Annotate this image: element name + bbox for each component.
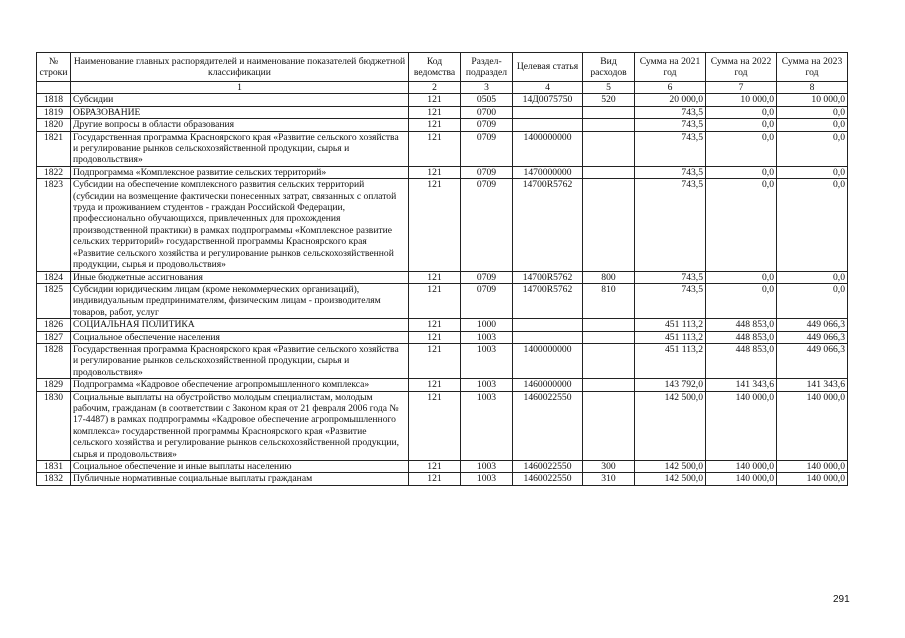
table-row: [37, 119, 848, 131]
cell-name: Публичные нормативные социальные выплаты гражданам: [71, 473, 409, 485]
cell-celevaya: 1460022550: [513, 461, 583, 473]
cell-name: Подпрограмма «Комплексное развитие сельских территорий»: [71, 166, 409, 178]
header-number: 5: [583, 82, 635, 94]
table-row: [37, 131, 848, 166]
cell-vedomstvo: 121: [409, 283, 461, 318]
cell-vedomstvo: 121: [409, 319, 461, 331]
header-row-number: № строки: [37, 53, 71, 82]
cell-name: Социальное обеспечение и иные выплаты населению: [71, 461, 409, 473]
table-row: [37, 166, 848, 178]
cell-sum-2023: 140 000,0: [777, 473, 848, 485]
cell-vedomstvo: 121: [409, 343, 461, 378]
cell-vid: [583, 119, 635, 131]
cell-sum-2022: 0,0: [706, 179, 777, 271]
cell-sum-2022: 140 000,0: [706, 473, 777, 485]
table-row: [37, 319, 848, 331]
cell-sum-2023: 449 066,3: [777, 331, 848, 343]
header-number: 2: [409, 82, 461, 94]
cell-vedomstvo: 121: [409, 166, 461, 178]
cell-sum-2021: 743,5: [635, 119, 706, 131]
header-number: 1: [71, 82, 409, 94]
table-row: [37, 343, 848, 378]
cell-row-number: 1832: [37, 473, 71, 485]
cell-sum-2022: 141 343,6: [706, 379, 777, 391]
cell-sum-2023: 0,0: [777, 271, 848, 283]
cell-razdel: 0709: [461, 179, 513, 271]
budget-table: [36, 52, 848, 486]
cell-sum-2021: 142 500,0: [635, 391, 706, 460]
cell-vedomstvo: 121: [409, 131, 461, 166]
page-number: 291: [833, 594, 850, 605]
cell-vid: 800: [583, 271, 635, 283]
cell-vid: [583, 331, 635, 343]
cell-vedomstvo: 121: [409, 379, 461, 391]
cell-vedomstvo: 121: [409, 391, 461, 460]
cell-sum-2022: 10 000,0: [706, 94, 777, 106]
cell-vid: [583, 131, 635, 166]
cell-vid: [583, 379, 635, 391]
cell-sum-2021: 142 500,0: [635, 473, 706, 485]
cell-sum-2022: 448 853,0: [706, 319, 777, 331]
cell-vid: 300: [583, 461, 635, 473]
table-row: [37, 379, 848, 391]
cell-name: Иные бюджетные ассигнования: [71, 271, 409, 283]
cell-row-number: 1822: [37, 166, 71, 178]
budget-table-container: [36, 52, 848, 486]
cell-sum-2021: 743,5: [635, 106, 706, 118]
cell-row-number: 1823: [37, 179, 71, 271]
cell-sum-2023: 140 000,0: [777, 391, 848, 460]
cell-sum-2023: 0,0: [777, 119, 848, 131]
cell-row-number: 1820: [37, 119, 71, 131]
header-number: [37, 82, 71, 94]
cell-name: Субсидии: [71, 94, 409, 106]
cell-row-number: 1829: [37, 379, 71, 391]
cell-sum-2022: 0,0: [706, 131, 777, 166]
cell-razdel: 0700: [461, 106, 513, 118]
table-row: [37, 473, 848, 485]
cell-celevaya: 1460022550: [513, 391, 583, 460]
cell-celevaya: 1400000000: [513, 343, 583, 378]
cell-celevaya: [513, 331, 583, 343]
cell-sum-2021: 451 113,2: [635, 319, 706, 331]
cell-sum-2022: 140 000,0: [706, 461, 777, 473]
cell-vid: [583, 106, 635, 118]
cell-name: Субсидии юридическим лицам (кроме некоммерческих организаций), индивидуальным предпринимателям, физическим лицам - производителям товаров, работ, услуг: [71, 283, 409, 318]
cell-sum-2021: 143 792,0: [635, 379, 706, 391]
cell-sum-2022: 0,0: [706, 166, 777, 178]
cell-celevaya: 1460022550: [513, 473, 583, 485]
table-row: [37, 106, 848, 118]
cell-sum-2021: 451 113,2: [635, 343, 706, 378]
cell-row-number: 1826: [37, 319, 71, 331]
header-number: 3: [461, 82, 513, 94]
cell-row-number: 1830: [37, 391, 71, 460]
cell-vedomstvo: 121: [409, 271, 461, 283]
header-sum-2022: Сумма на 2022 год: [706, 53, 777, 82]
table-row: [37, 271, 848, 283]
table-row: [37, 179, 848, 271]
cell-razdel: 1003: [461, 473, 513, 485]
header-sum-2023: Сумма на 2023 год: [777, 53, 848, 82]
cell-celevaya: 14Д0075750: [513, 94, 583, 106]
table-row: [37, 391, 848, 460]
cell-razdel: 0709: [461, 131, 513, 166]
cell-celevaya: 14700R5762: [513, 271, 583, 283]
cell-sum-2023: 141 343,6: [777, 379, 848, 391]
cell-vedomstvo: 121: [409, 106, 461, 118]
cell-vedomstvo: 121: [409, 461, 461, 473]
cell-name: СОЦИАЛЬНАЯ ПОЛИТИКА: [71, 319, 409, 331]
table-body: [37, 94, 848, 485]
cell-razdel: 1003: [461, 331, 513, 343]
header-number: 6: [635, 82, 706, 94]
cell-sum-2023: 449 066,3: [777, 319, 848, 331]
cell-celevaya: 1460000000: [513, 379, 583, 391]
header-number: 7: [706, 82, 777, 94]
header-row: [37, 53, 848, 82]
cell-razdel: 1003: [461, 343, 513, 378]
cell-row-number: 1824: [37, 271, 71, 283]
cell-name: Другие вопросы в области образования: [71, 119, 409, 131]
header-razdel: Раздел-подраздел: [461, 53, 513, 82]
cell-row-number: 1825: [37, 283, 71, 318]
cell-sum-2021: 451 113,2: [635, 331, 706, 343]
table-row: [37, 331, 848, 343]
header-name: Наименование главных распорядителей и наименование показателей бюджетной классификации: [71, 53, 409, 82]
cell-razdel: 1003: [461, 391, 513, 460]
cell-razdel: 1003: [461, 461, 513, 473]
cell-sum-2022: 0,0: [706, 283, 777, 318]
cell-celevaya: 14700R5762: [513, 179, 583, 271]
cell-razdel: 1003: [461, 379, 513, 391]
table-row: [37, 283, 848, 318]
cell-row-number: 1819: [37, 106, 71, 118]
cell-name: ОБРАЗОВАНИЕ: [71, 106, 409, 118]
cell-vedomstvo: 121: [409, 179, 461, 271]
cell-razdel: 0709: [461, 166, 513, 178]
cell-sum-2023: 0,0: [777, 166, 848, 178]
table-row: [37, 94, 848, 106]
cell-vid: [583, 166, 635, 178]
cell-celevaya: 1470000000: [513, 166, 583, 178]
cell-sum-2023: 10 000,0: [777, 94, 848, 106]
cell-sum-2022: 448 853,0: [706, 343, 777, 378]
cell-name: Государственная программа Красноярского края «Развитие сельского хозяйства и регулирование рынков сельскохозяйственной продукции, сырья и продовольствия»: [71, 343, 409, 378]
cell-vid: [583, 343, 635, 378]
cell-vid: 310: [583, 473, 635, 485]
cell-vedomstvo: 121: [409, 473, 461, 485]
cell-sum-2023: 0,0: [777, 283, 848, 318]
cell-sum-2021: 743,5: [635, 131, 706, 166]
cell-sum-2023: 449 066,3: [777, 343, 848, 378]
cell-sum-2021: 743,5: [635, 179, 706, 271]
cell-sum-2022: 0,0: [706, 271, 777, 283]
cell-razdel: 1000: [461, 319, 513, 331]
cell-sum-2023: 0,0: [777, 131, 848, 166]
header-vid: Вид расходов: [583, 53, 635, 82]
header-number: 8: [777, 82, 848, 94]
header-celevaya: Целевая статья: [513, 53, 583, 82]
cell-celevaya: [513, 319, 583, 331]
cell-name: Социальные выплаты на обустройство молодым специалистам, молодым рабочим, гражданам (в соответствии с Законом края от 21 февраля 2006 года № 17-4487) в рамках подпрограммы «Кадровое обеспечение агропромышленного комплекса» государственной программы Красноярского края «Развитие сельского хозяйства и регулирование рынков сельскохозяйственной продукции, сырья и продовольствия»: [71, 391, 409, 460]
cell-sum-2022: 448 853,0: [706, 331, 777, 343]
cell-name: Государственная программа Красноярского края «Развитие сельского хозяйства и регулирование рынков сельскохозяйственной продукции, сырья и продовольствия»: [71, 131, 409, 166]
cell-row-number: 1821: [37, 131, 71, 166]
cell-name: Подпрограмма «Кадровое обеспечение агропромышленного комплекса»: [71, 379, 409, 391]
cell-sum-2021: 142 500,0: [635, 461, 706, 473]
cell-row-number: 1828: [37, 343, 71, 378]
cell-name: Субсидии на обеспечение комплексного развития сельских территорий (субсидии на возмещение фактически понесенных затрат, связанных с оплатой труда и проживанием студентов - граждан Российской Федерации, профессионально обучающихся, привлеченных для прохождения производственной практики) в рамках подпрограммы «Комплексное развитие сельских территорий» государственной программы Красноярского края «Развитие сельского хозяйства и регулирование рынков сельскохозяйственной продукции, сырья и продовольствия»: [71, 179, 409, 271]
cell-name: Социальное обеспечение населения: [71, 331, 409, 343]
cell-razdel: 0709: [461, 119, 513, 131]
cell-vedomstvo: 121: [409, 94, 461, 106]
cell-razdel: 0505: [461, 94, 513, 106]
header-number: 4: [513, 82, 583, 94]
cell-vid: [583, 319, 635, 331]
cell-sum-2023: 140 000,0: [777, 461, 848, 473]
cell-row-number: 1818: [37, 94, 71, 106]
cell-razdel: 0709: [461, 283, 513, 318]
cell-vid: [583, 391, 635, 460]
cell-row-number: 1831: [37, 461, 71, 473]
cell-sum-2021: 743,5: [635, 271, 706, 283]
header-vedomstvo: Код ведомства: [409, 53, 461, 82]
cell-vedomstvo: 121: [409, 331, 461, 343]
cell-celevaya: [513, 106, 583, 118]
cell-sum-2021: 20 000,0: [635, 94, 706, 106]
cell-celevaya: [513, 119, 583, 131]
cell-sum-2022: 0,0: [706, 119, 777, 131]
cell-sum-2023: 0,0: [777, 106, 848, 118]
cell-sum-2022: 0,0: [706, 106, 777, 118]
header-sum-2021: Сумма на 2021 год: [635, 53, 706, 82]
cell-vedomstvo: 121: [409, 119, 461, 131]
cell-row-number: 1827: [37, 331, 71, 343]
table-row: [37, 461, 848, 473]
cell-razdel: 0709: [461, 271, 513, 283]
cell-celevaya: 14700R5762: [513, 283, 583, 318]
cell-celevaya: 1400000000: [513, 131, 583, 166]
cell-sum-2022: 140 000,0: [706, 391, 777, 460]
header-number-row: [37, 82, 848, 94]
cell-vid: 810: [583, 283, 635, 318]
cell-sum-2021: 743,5: [635, 283, 706, 318]
cell-vid: [583, 179, 635, 271]
cell-vid: 520: [583, 94, 635, 106]
cell-sum-2023: 0,0: [777, 179, 848, 271]
cell-sum-2021: 743,5: [635, 166, 706, 178]
